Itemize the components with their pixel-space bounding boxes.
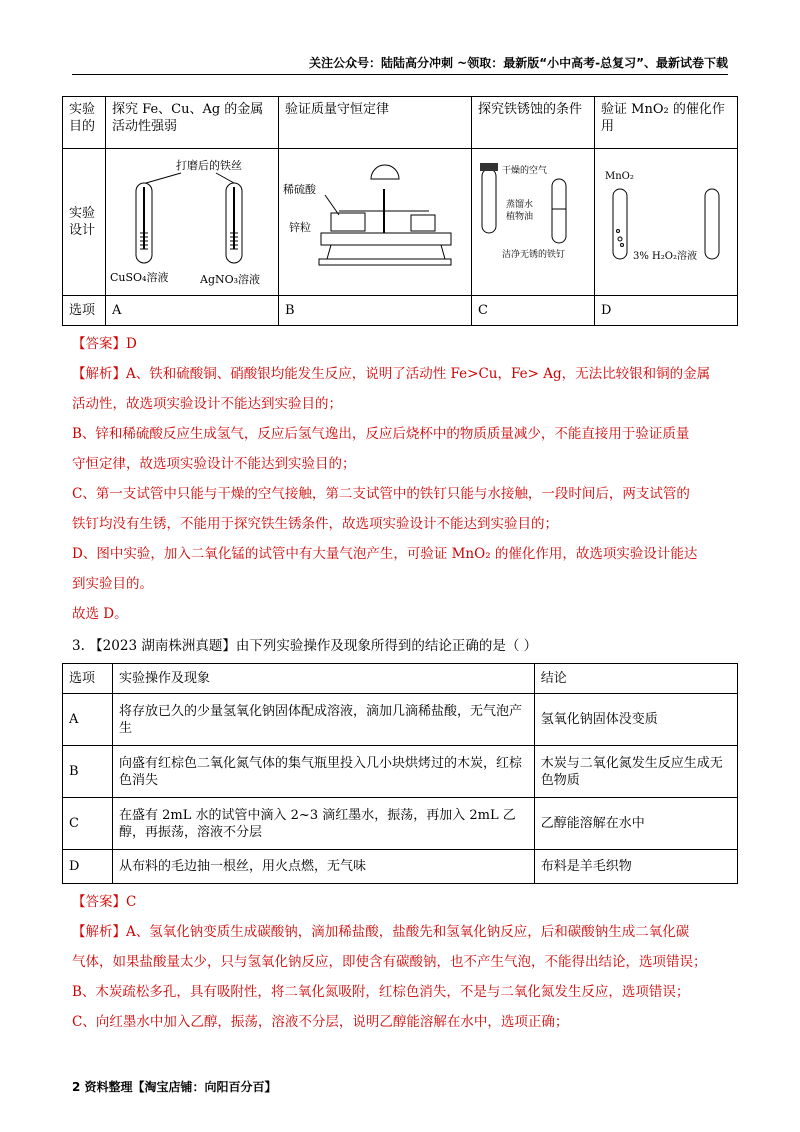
cell-purpose-label: 实验目的 [63,97,106,149]
page-footer [72,1078,277,1095]
figure-d [595,149,738,296]
cell-option-label: 选项 [63,296,106,326]
page-header: 关注公众号：陆陆高分冲刺 ~领取：最新版“小中高考-总复习”、最新试卷下载 [309,56,728,70]
fig-a-label-top: 打磨后的铁丝 [176,159,242,172]
cell-option-a: A [106,296,279,326]
cell-option-d: D [595,296,738,326]
q3-answer: 【答案】C [72,894,137,910]
page-number: 2 [72,1080,81,1094]
q2-explanation-line-6: 铁钉均没有生锈，不能用于探究铁生锈条件，故选项实验设计不能达到实验目的； [72,516,558,532]
t2-row-c-operation: 在盛有 2mL 水的试管中滴入 2~3 滴红墨水，振荡，再加入 2mL 乙醇，再振荡，溶液不分层 [113,798,535,850]
fig-c-nail: 洁净无锈的铁钉 [502,250,566,260]
t2-row-d-operation: 从布料的毛边抽一根丝，用火点燃，无气味 [113,850,535,884]
cell-option-c: C [472,296,595,326]
fig-c-water: 蒸馏水 [506,200,534,210]
conclusion-table [62,663,738,884]
q3-explanation-line-2: 气体，如果盐酸量太少，只与氢氧化钠反应，即使含有碳酸钠，也不产生气泡，不能得出结论，选项错误； [72,954,707,970]
figure-c [472,149,595,296]
q2-explanation-line-3: B、锌和稀硫酸反应生成氢气，反应后氢气逸出，反应后烧杯中的物质质量减少，不能直接用于验证质量 [72,426,690,442]
header-rule [72,74,728,75]
q2-explanation-line-5: C、第一支试管中只能与干燥的空气接触，第二支试管中的铁钉只能与水接触，一段时间后，两支试管的 [72,486,690,502]
fig-b-acid: 稀硫酸 [283,183,316,196]
cell-purpose-c: 探究铁锈蚀的条件 [472,97,595,149]
t2-header-conclusion: 结论 [534,664,737,694]
figure-b [279,149,472,296]
t2-row-d-conclusion: 布料是羊毛织物 [534,850,737,884]
fig-c-oil: 植物油 [506,212,534,222]
q2-explanation-line-4: 守恒定律，故选项实验设计不能达到实验目的； [72,456,356,472]
q2-explanation-line-8: 到实验目的。 [72,576,153,592]
t2-row-b-option: B [63,746,113,798]
q2-explanation-line-1: 【解析】A、铁和硫酸铜、硝酸银均能发生反应，说明了活动性 Fe>Cu，Fe> Ag，无法比较银和铜的金属 [72,366,711,382]
q2-explanation-line-7: D、图中实验，加入二氧化锰的试管中有大量气泡产生，可验证 MnO₂ 的催化作用，故选项实验设计能达 [72,546,698,562]
q3-explanation-line-3: B、木炭疏松多孔，具有吸附性，将二氧化氮吸附，红棕色消失，不是与二氧化氮发生反应，选项错误； [72,984,690,1000]
cell-purpose-b: 验证质量守恒定律 [279,97,472,149]
t2-row-c-conclusion: 乙醇能溶解在水中 [534,798,737,850]
q2-explanation-line-2: 活动性，故选项实验设计不能达到实验目的； [72,396,342,412]
t2-header-option: 选项 [63,664,113,694]
footer-text: 资料整理【淘宝店铺：向阳百分百】 [84,1080,277,1094]
experiment-table [62,96,738,326]
figure-a [106,149,279,296]
q2-answer: 【答案】D [72,336,137,352]
q2-conclusion: 故选 D。 [72,606,128,622]
fig-a-right-label: AgNO₃溶液 [200,273,261,286]
t2-row-d-option: D [63,850,113,884]
cell-purpose-a: 探究 Fe、Cu、Ag 的金属活动性强弱 [106,97,279,149]
t2-row-a-operation: 将存放已久的少量氢氧化钠固体配成溶液，滴加几滴稀盐酸，无气泡产生 [113,694,535,746]
cell-option-b: B [279,296,472,326]
fig-c-air: 干燥的空气 [502,166,548,176]
cell-purpose-d: 验证 MnO₂ 的催化作用 [595,97,738,149]
q3-explanation-line-4: C、向红墨水中加入乙醇，振荡，溶液不分层，说明乙醇能溶解在水中，选项正确； [72,1014,569,1030]
t2-row-c-option: C [63,798,113,850]
cell-design-label: 实验设计 [63,149,106,296]
fig-d-solution: 3% H₂O₂溶液 [633,251,697,262]
fig-b-zinc: 锌粒 [289,221,311,234]
t2-header-operation: 实验操作及现象 [113,664,535,694]
t2-row-b-operation: 向盛有红棕色二氧化氮气体的集气瓶里投入几小块烘烤过的木炭，红棕色消失 [113,746,535,798]
t2-row-a-option: A [63,694,113,746]
q3-explanation-line-1: 【解析】A、氢氧化钠变质生成碳酸钠，滴加稀盐酸，盐酸先和氢氧化钠反应，后和碳酸钠生成二氧化碳 [72,924,690,940]
t2-row-b-conclusion: 木炭与二氧化氮发生反应生成无色物质 [534,746,737,798]
t2-row-a-conclusion: 氢氧化钠固体没变质 [534,694,737,746]
fig-a-left-label: CuSO₄溶液 [110,271,169,284]
fig-d-mno2: MnO₂ [605,171,634,182]
q3-stem: 3. 【2023 湖南株洲真题】由下列实验操作及现象所得到的结论正确的是（ ） [72,638,538,654]
